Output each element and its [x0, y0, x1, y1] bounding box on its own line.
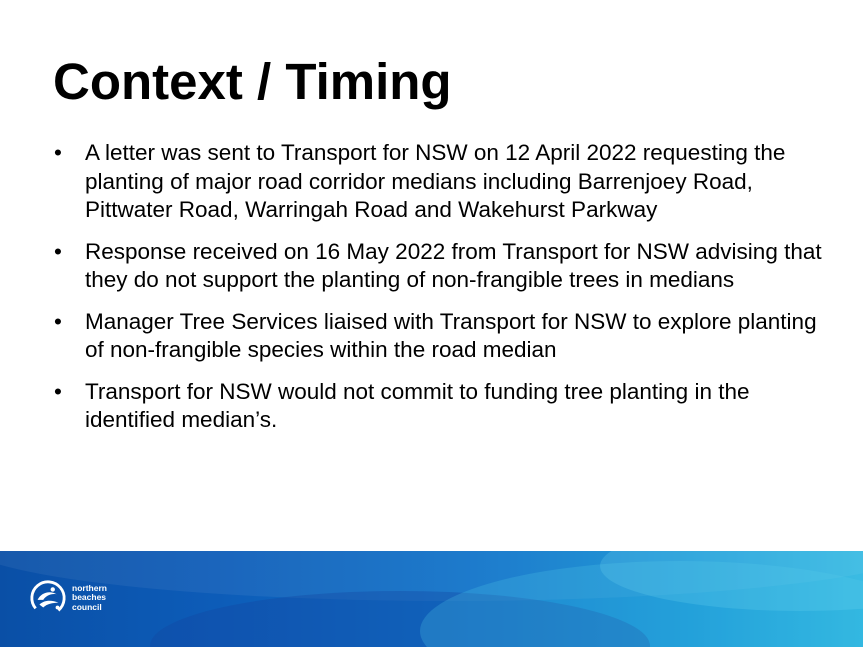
footer-wave-band: [0, 551, 863, 647]
bullet-item: [54, 238, 829, 295]
bullet-marker: •: [54, 378, 62, 404]
bullet-text: Manager Tree Services liaised with Transport for NSW to explore planting of non-frangible species within the road median: [85, 308, 817, 362]
bullet-marker: •: [54, 308, 62, 334]
bullet-marker: •: [54, 238, 62, 264]
northern-beaches-council-logo-icon: [29, 579, 67, 617]
bullet-text: Transport for NSW would not commit to funding tree planting in the identified median’s.: [85, 378, 750, 432]
bullet-marker: •: [54, 140, 62, 165]
bullet-item: [54, 139, 829, 225]
bullet-item: [54, 378, 829, 435]
bullet-text: A letter was sent to Transport for NSW on 12 April 2022 requesting the planting of major road corridor medians including Barrenjoey Road, Pittwater Road, Warringah Road and Wakehurst Parkway: [85, 140, 786, 222]
council-logo: [29, 579, 107, 617]
bullet-text: Response received on 16 May 2022 from Transport for NSW advising that they do not support the planting of non-frangible trees in medians: [85, 238, 822, 292]
logo-line: northern: [72, 582, 107, 593]
bullet-item: [54, 308, 829, 365]
logo-wordmark: [72, 584, 107, 613]
logo-line: beaches: [72, 592, 107, 603]
logo-line: council: [72, 601, 102, 612]
bullet-list: [54, 139, 829, 448]
slide-title: Context / Timing: [53, 53, 452, 110]
